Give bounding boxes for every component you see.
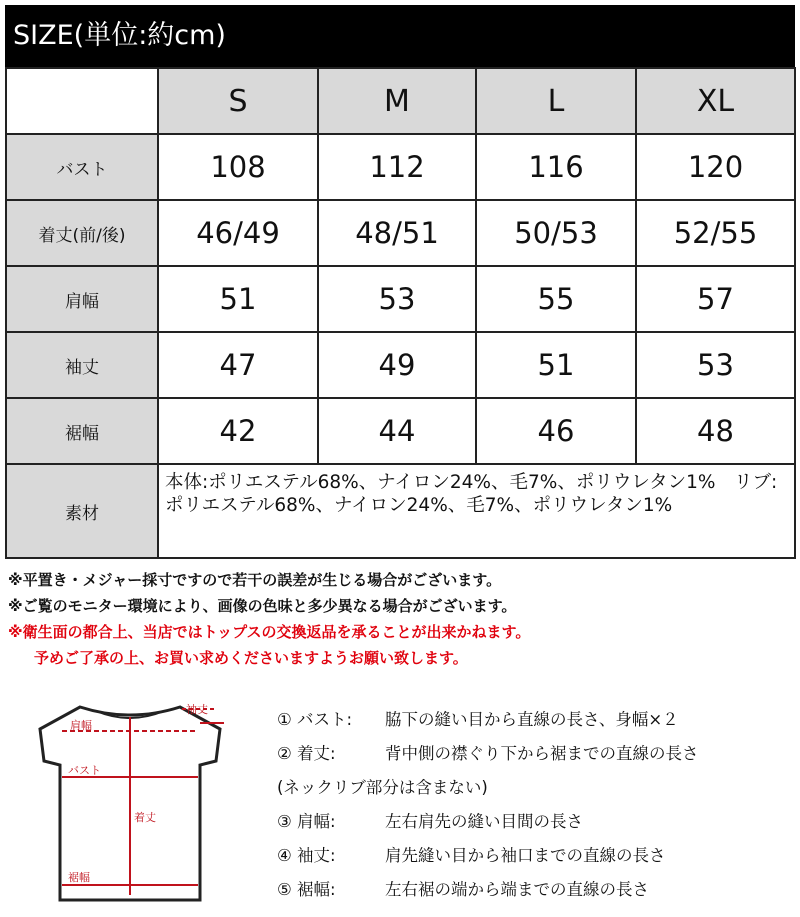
table-cell: 48/51 [318, 200, 476, 266]
table-corner-cell [6, 68, 158, 134]
legend-label: ① バスト: [277, 710, 353, 729]
material-text: 本体:ポリエステル68%、ナイロン24%、毛7%、ポリウレタン1% リブ:ポリエステル68%、ナイロン24%、毛7%、ポリウレタン1% [158, 464, 795, 558]
table-header-row [6, 68, 795, 134]
legend-label: ④ 袖丈: [277, 846, 336, 865]
shirt-diagram [10, 695, 250, 905]
row-label-material: 素材 [6, 464, 158, 558]
legend-desc: 肩先縫い目から袖口までの直線の長さ [385, 846, 666, 865]
row-label-shoulder: 肩幅 [6, 266, 158, 332]
legend-label: ③ 肩幅: [277, 812, 336, 831]
page-title: SIZE(単位:約cm) [5, 5, 795, 67]
table-cell: 57 [636, 266, 795, 332]
table-cell: 120 [636, 134, 795, 200]
size-table [5, 67, 796, 559]
table-row [6, 134, 795, 200]
table-cell: 51 [476, 332, 636, 398]
table-row [6, 266, 795, 332]
size-header-m: M [318, 68, 476, 134]
legend-item [277, 703, 797, 737]
legend-item [277, 839, 797, 873]
notes [8, 567, 798, 671]
table-cell: 51 [158, 266, 318, 332]
diagram-label-length: 着丈 [134, 811, 156, 824]
table-cell: 55 [476, 266, 636, 332]
table-row [6, 332, 795, 398]
table-cell: 108 [158, 134, 318, 200]
size-header-s: S [158, 68, 318, 134]
note-line: ※ご覧のモニター環境により、画像の色味と多少異なる場合がございます。 [8, 597, 517, 615]
table-cell: 53 [636, 332, 795, 398]
size-header-l: L [476, 68, 636, 134]
table-row [6, 200, 795, 266]
row-label-sleeve: 袖丈 [6, 332, 158, 398]
diagram-label-hem: 裾幅 [68, 871, 90, 884]
table-cell: 46 [476, 398, 636, 464]
table-cell: 47 [158, 332, 318, 398]
table-cell: 46/49 [158, 200, 318, 266]
legend-desc: 脇下の縫い目から直線の長さ、身幅×２ [385, 710, 679, 729]
diagram-label-shoulder: 肩幅 [70, 719, 92, 732]
table-row [6, 464, 795, 558]
diagram-label-bust: バスト [68, 764, 101, 777]
table-cell: 53 [318, 266, 476, 332]
table-cell: 42 [158, 398, 318, 464]
diagram-label-sleeve: 袖丈 [186, 703, 208, 716]
table-cell: 49 [318, 332, 476, 398]
table-cell: 44 [318, 398, 476, 464]
legend-label: ⑤ 裾幅: [277, 880, 336, 899]
legend-desc: 左右裾の端から端までの直線の長さ [385, 880, 649, 899]
legend-item [277, 873, 797, 907]
table-cell: 50/53 [476, 200, 636, 266]
legend-item [277, 737, 797, 771]
table-row [6, 398, 795, 464]
table-cell: 116 [476, 134, 636, 200]
legend-label: ② 着丈: [277, 744, 336, 763]
legend-item [277, 805, 797, 839]
size-header-xl: XL [636, 68, 795, 134]
row-label-bust: バスト [6, 134, 158, 200]
legend-desc: (ネックリブ部分は含まない) [277, 778, 488, 797]
legend-desc: 背中側の襟ぐり下から裾までの直線の長さ [385, 744, 699, 763]
row-label-hem: 裾幅 [6, 398, 158, 464]
table-cell: 112 [318, 134, 476, 200]
legend-desc: 左右肩先の縫い目間の長さ [385, 812, 583, 831]
row-label-length: 着丈(前/後) [6, 200, 158, 266]
table-cell: 52/55 [636, 200, 795, 266]
note-line: ※平置き・メジャー採寸ですので若干の誤差が生じる場合がございます。 [8, 571, 502, 589]
note-line-warning: 予めご了承の上、お買い求めくださいますようお願い致します。 [34, 649, 468, 667]
table-cell: 48 [636, 398, 795, 464]
note-line-warning: ※衛生面の都合上、当店ではトップスの交換返品を承ることが出来かねます。 [8, 623, 531, 641]
measurement-legend [277, 703, 797, 907]
legend-item [277, 771, 797, 805]
